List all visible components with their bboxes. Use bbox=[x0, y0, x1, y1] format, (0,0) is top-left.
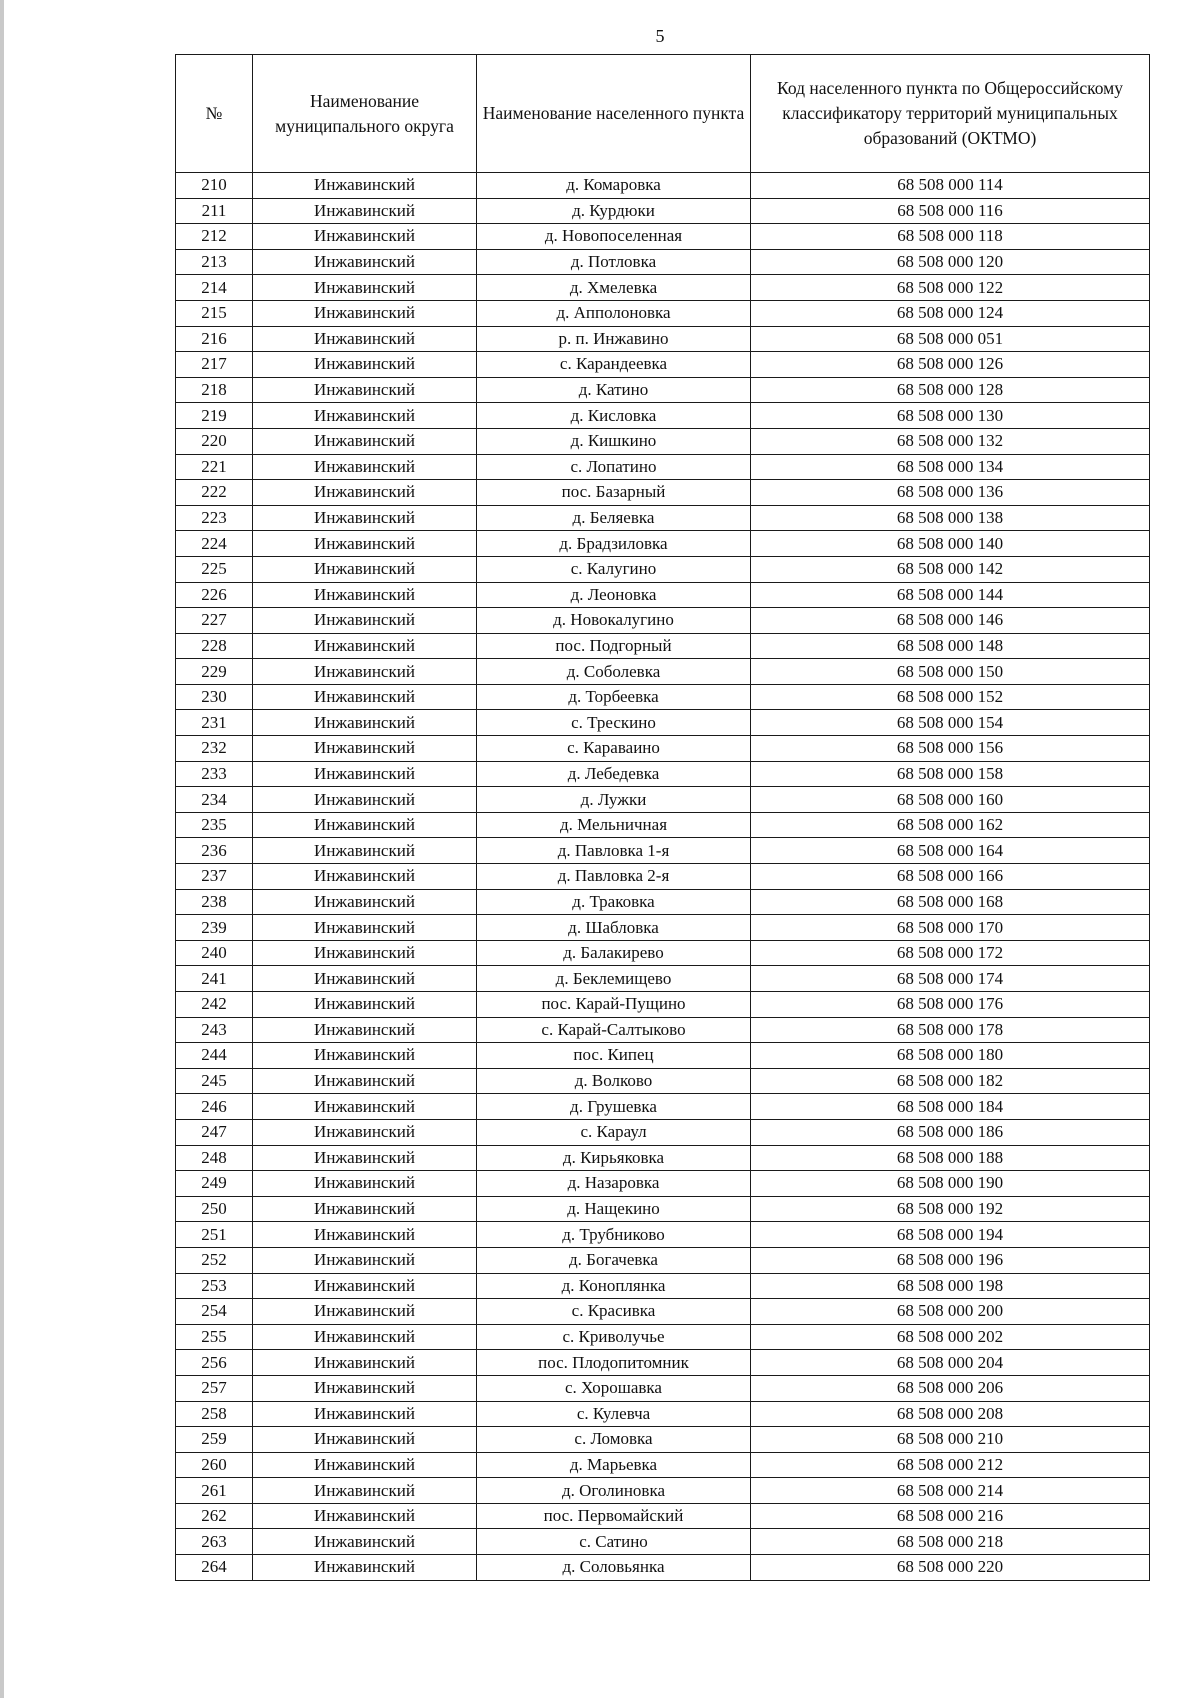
row-number-cell: 235 bbox=[176, 812, 253, 838]
row-number-cell: 214 bbox=[176, 275, 253, 301]
settlement-cell: д. Апполоновка bbox=[477, 300, 751, 326]
oktmo-code-cell: 68 508 000 204 bbox=[751, 1350, 1150, 1376]
row-number-cell: 227 bbox=[176, 608, 253, 634]
row-number-cell: 242 bbox=[176, 992, 253, 1018]
district-cell: Инжавинский bbox=[253, 403, 477, 429]
district-cell: Инжавинский bbox=[253, 1529, 477, 1555]
district-cell: Инжавинский bbox=[253, 1273, 477, 1299]
district-cell: Инжавинский bbox=[253, 736, 477, 762]
table-row bbox=[176, 736, 1150, 762]
oktmo-code-cell: 68 508 000 132 bbox=[751, 428, 1150, 454]
table-row bbox=[176, 352, 1150, 378]
table-row bbox=[176, 224, 1150, 250]
table-row bbox=[176, 582, 1150, 608]
row-number-cell: 213 bbox=[176, 249, 253, 275]
oktmo-code-cell: 68 508 000 212 bbox=[751, 1452, 1150, 1478]
table-row bbox=[176, 428, 1150, 454]
table-row bbox=[176, 710, 1150, 736]
district-cell: Инжавинский bbox=[253, 352, 477, 378]
row-number-cell: 248 bbox=[176, 1145, 253, 1171]
oktmo-code-cell: 68 508 000 162 bbox=[751, 812, 1150, 838]
settlement-cell: с. Сатино bbox=[477, 1529, 751, 1555]
row-number-cell: 224 bbox=[176, 531, 253, 557]
table-row bbox=[176, 1273, 1150, 1299]
row-number-cell: 228 bbox=[176, 633, 253, 659]
table-row bbox=[176, 659, 1150, 685]
district-cell: Инжавинский bbox=[253, 1478, 477, 1504]
table-row bbox=[176, 480, 1150, 506]
oktmo-code-cell: 68 508 000 202 bbox=[751, 1324, 1150, 1350]
row-number-cell: 215 bbox=[176, 300, 253, 326]
district-cell: Инжавинский bbox=[253, 812, 477, 838]
settlement-cell: д. Кирьяковка bbox=[477, 1145, 751, 1171]
table-row bbox=[176, 761, 1150, 787]
district-cell: Инжавинский bbox=[253, 1375, 477, 1401]
oktmo-code-cell: 68 508 000 126 bbox=[751, 352, 1150, 378]
table-row bbox=[176, 377, 1150, 403]
row-number-cell: 230 bbox=[176, 684, 253, 710]
table-row bbox=[176, 1401, 1150, 1427]
settlement-cell: д. Богачевка bbox=[477, 1247, 751, 1273]
table-row bbox=[176, 889, 1150, 915]
settlement-cell: д. Грушевка bbox=[477, 1094, 751, 1120]
row-number-cell: 244 bbox=[176, 1043, 253, 1069]
settlement-cell: д. Волково bbox=[477, 1068, 751, 1094]
row-number-cell: 212 bbox=[176, 224, 253, 250]
oktmo-code-cell: 68 508 000 180 bbox=[751, 1043, 1150, 1069]
settlement-cell: д. Балакирево bbox=[477, 940, 751, 966]
settlement-cell: с. Караул bbox=[477, 1119, 751, 1145]
table-row bbox=[176, 1043, 1150, 1069]
oktmo-code-cell: 68 508 000 118 bbox=[751, 224, 1150, 250]
row-number-cell: 218 bbox=[176, 377, 253, 403]
table-row bbox=[176, 505, 1150, 531]
oktmo-code-cell: 68 508 000 130 bbox=[751, 403, 1150, 429]
row-number-cell: 258 bbox=[176, 1401, 253, 1427]
table-row bbox=[176, 1094, 1150, 1120]
district-cell: Инжавинский bbox=[253, 1299, 477, 1325]
oktmo-code-cell: 68 508 000 140 bbox=[751, 531, 1150, 557]
oktmo-code-cell: 68 508 000 192 bbox=[751, 1196, 1150, 1222]
district-cell: Инжавинский bbox=[253, 992, 477, 1018]
oktmo-code-cell: 68 508 000 122 bbox=[751, 275, 1150, 301]
table-row bbox=[176, 1452, 1150, 1478]
table-row bbox=[176, 1529, 1150, 1555]
district-cell: Инжавинский bbox=[253, 480, 477, 506]
district-cell: Инжавинский bbox=[253, 710, 477, 736]
oktmo-code-cell: 68 508 000 208 bbox=[751, 1401, 1150, 1427]
district-cell: Инжавинский bbox=[253, 531, 477, 557]
settlement-cell: д. Кишкино bbox=[477, 428, 751, 454]
settlement-cell: д. Павловка 2-я bbox=[477, 864, 751, 890]
district-cell: Инжавинский bbox=[253, 608, 477, 634]
settlement-cell: пос. Базарный bbox=[477, 480, 751, 506]
table-row bbox=[176, 300, 1150, 326]
row-number-cell: 211 bbox=[176, 198, 253, 224]
oktmo-code-cell: 68 508 000 124 bbox=[751, 300, 1150, 326]
table-row bbox=[176, 403, 1150, 429]
settlement-cell: д. Лебедевка bbox=[477, 761, 751, 787]
district-cell: Инжавинский bbox=[253, 633, 477, 659]
district-cell: Инжавинский bbox=[253, 1043, 477, 1069]
row-number-cell: 252 bbox=[176, 1247, 253, 1273]
district-cell: Инжавинский bbox=[253, 1145, 477, 1171]
oktmo-code-cell: 68 508 000 182 bbox=[751, 1068, 1150, 1094]
settlement-cell: с. Калугино bbox=[477, 556, 751, 582]
district-cell: Инжавинский bbox=[253, 915, 477, 941]
district-cell: Инжавинский bbox=[253, 684, 477, 710]
settlement-cell: д. Торбеевка bbox=[477, 684, 751, 710]
row-number-cell: 229 bbox=[176, 659, 253, 685]
row-number-cell: 223 bbox=[176, 505, 253, 531]
row-number-cell: 245 bbox=[176, 1068, 253, 1094]
oktmo-code-cell: 68 508 000 051 bbox=[751, 326, 1150, 352]
oktmo-code-cell: 68 508 000 148 bbox=[751, 633, 1150, 659]
row-number-cell: 247 bbox=[176, 1119, 253, 1145]
table-row bbox=[176, 1017, 1150, 1043]
row-number-cell: 219 bbox=[176, 403, 253, 429]
district-cell: Инжавинский bbox=[253, 582, 477, 608]
oktmo-code-cell: 68 508 000 186 bbox=[751, 1119, 1150, 1145]
settlement-cell: д. Соболевка bbox=[477, 659, 751, 685]
settlement-cell: с. Красивка bbox=[477, 1299, 751, 1325]
row-number-cell: 234 bbox=[176, 787, 253, 813]
district-cell: Инжавинский bbox=[253, 940, 477, 966]
oktmo-code-cell: 68 508 000 166 bbox=[751, 864, 1150, 890]
row-number-cell: 210 bbox=[176, 173, 253, 199]
district-cell: Инжавинский bbox=[253, 838, 477, 864]
table-row bbox=[176, 940, 1150, 966]
settlement-cell: д. Шабловка bbox=[477, 915, 751, 941]
table-row bbox=[176, 198, 1150, 224]
oktmo-code-cell: 68 508 000 174 bbox=[751, 966, 1150, 992]
oktmo-code-cell: 68 508 000 194 bbox=[751, 1222, 1150, 1248]
district-cell: Инжавинский bbox=[253, 761, 477, 787]
settlement-cell: д. Кисловка bbox=[477, 403, 751, 429]
table-header-row bbox=[176, 55, 1150, 173]
settlement-cell: с. Кулевча bbox=[477, 1401, 751, 1427]
oktmo-code-cell: 68 508 000 172 bbox=[751, 940, 1150, 966]
row-number-cell: 216 bbox=[176, 326, 253, 352]
settlement-cell: пос. Первомайский bbox=[477, 1503, 751, 1529]
settlement-cell: с. Карай-Салтыково bbox=[477, 1017, 751, 1043]
row-number-cell: 241 bbox=[176, 966, 253, 992]
table-row bbox=[176, 684, 1150, 710]
settlement-cell: д. Комаровка bbox=[477, 173, 751, 199]
table-row bbox=[176, 249, 1150, 275]
oktmo-code-cell: 68 508 000 218 bbox=[751, 1529, 1150, 1555]
district-cell: Инжавинский bbox=[253, 377, 477, 403]
table-row bbox=[176, 1324, 1150, 1350]
settlement-cell: д. Мельничная bbox=[477, 812, 751, 838]
table-row bbox=[176, 838, 1150, 864]
district-cell: Инжавинский bbox=[253, 787, 477, 813]
district-cell: Инжавинский bbox=[253, 1017, 477, 1043]
settlement-cell: д. Новокалугино bbox=[477, 608, 751, 634]
oktmo-code-cell: 68 508 000 170 bbox=[751, 915, 1150, 941]
oktmo-code-cell: 68 508 000 152 bbox=[751, 684, 1150, 710]
row-number-cell: 257 bbox=[176, 1375, 253, 1401]
settlement-cell: пос. Карай-Пущино bbox=[477, 992, 751, 1018]
settlement-cell: д. Леоновка bbox=[477, 582, 751, 608]
oktmo-code-cell: 68 508 000 206 bbox=[751, 1375, 1150, 1401]
settlement-cell: с. Ломовка bbox=[477, 1427, 751, 1453]
header-oktmo-code: Код населенного пункта по Общероссийскому классификатору территорий муниципальных образований (ОКТМО) bbox=[751, 55, 1150, 173]
row-number-cell: 225 bbox=[176, 556, 253, 582]
district-cell: Инжавинский bbox=[253, 889, 477, 915]
table-row bbox=[176, 1478, 1150, 1504]
table-row bbox=[176, 1171, 1150, 1197]
district-cell: Инжавинский bbox=[253, 1196, 477, 1222]
oktmo-code-cell: 68 508 000 176 bbox=[751, 992, 1150, 1018]
settlement-cell: д. Хмелевка bbox=[477, 275, 751, 301]
table-row bbox=[176, 915, 1150, 941]
settlement-cell: д. Нащекино bbox=[477, 1196, 751, 1222]
settlement-cell: д. Трубниково bbox=[477, 1222, 751, 1248]
table-row bbox=[176, 812, 1150, 838]
header-settlement: Наименование населенного пункта bbox=[477, 55, 751, 173]
settlement-cell: д. Курдюки bbox=[477, 198, 751, 224]
settlement-cell: д. Брадзиловка bbox=[477, 531, 751, 557]
district-cell: Инжавинский bbox=[253, 454, 477, 480]
row-number-cell: 262 bbox=[176, 1503, 253, 1529]
row-number-cell: 233 bbox=[176, 761, 253, 787]
table-row bbox=[176, 531, 1150, 557]
settlements-table bbox=[175, 54, 1150, 1581]
oktmo-code-cell: 68 508 000 164 bbox=[751, 838, 1150, 864]
oktmo-code-cell: 68 508 000 184 bbox=[751, 1094, 1150, 1120]
row-number-cell: 232 bbox=[176, 736, 253, 762]
settlement-cell: пос. Плодопитомник bbox=[477, 1350, 751, 1376]
settlement-cell: д. Павловка 1-я bbox=[477, 838, 751, 864]
settlement-cell: пос. Кипец bbox=[477, 1043, 751, 1069]
oktmo-code-cell: 68 508 000 116 bbox=[751, 198, 1150, 224]
settlement-cell: с. Криволучье bbox=[477, 1324, 751, 1350]
district-cell: Инжавинский bbox=[253, 864, 477, 890]
settlement-cell: д. Оголиновка bbox=[477, 1478, 751, 1504]
district-cell: Инжавинский bbox=[253, 966, 477, 992]
row-number-cell: 254 bbox=[176, 1299, 253, 1325]
table-row bbox=[176, 454, 1150, 480]
table-row bbox=[176, 1350, 1150, 1376]
district-cell: Инжавинский bbox=[253, 198, 477, 224]
row-number-cell: 222 bbox=[176, 480, 253, 506]
oktmo-code-cell: 68 508 000 160 bbox=[751, 787, 1150, 813]
table-row bbox=[176, 1299, 1150, 1325]
row-number-cell: 249 bbox=[176, 1171, 253, 1197]
oktmo-code-cell: 68 508 000 210 bbox=[751, 1427, 1150, 1453]
district-cell: Инжавинский bbox=[253, 326, 477, 352]
settlement-cell: д. Катино bbox=[477, 377, 751, 403]
oktmo-code-cell: 68 508 000 134 bbox=[751, 454, 1150, 480]
row-number-cell: 251 bbox=[176, 1222, 253, 1248]
district-cell: Инжавинский bbox=[253, 1119, 477, 1145]
table-row bbox=[176, 633, 1150, 659]
row-number-cell: 260 bbox=[176, 1452, 253, 1478]
table-row bbox=[176, 275, 1150, 301]
oktmo-code-cell: 68 508 000 128 bbox=[751, 377, 1150, 403]
settlement-cell: д. Новопоселенная bbox=[477, 224, 751, 250]
table-row bbox=[176, 1503, 1150, 1529]
district-cell: Инжавинский bbox=[253, 428, 477, 454]
oktmo-code-cell: 68 508 000 138 bbox=[751, 505, 1150, 531]
settlement-cell: д. Беклемищево bbox=[477, 966, 751, 992]
district-cell: Инжавинский bbox=[253, 556, 477, 582]
table-body bbox=[176, 173, 1150, 1581]
oktmo-code-cell: 68 508 000 178 bbox=[751, 1017, 1150, 1043]
district-cell: Инжавинский bbox=[253, 1094, 477, 1120]
settlement-cell: с. Хорошавка bbox=[477, 1375, 751, 1401]
oktmo-code-cell: 68 508 000 220 bbox=[751, 1555, 1150, 1581]
oktmo-code-cell: 68 508 000 154 bbox=[751, 710, 1150, 736]
row-number-cell: 259 bbox=[176, 1427, 253, 1453]
settlement-cell: д. Потловка bbox=[477, 249, 751, 275]
settlement-cell: д. Назаровка bbox=[477, 1171, 751, 1197]
table-row bbox=[176, 1196, 1150, 1222]
settlement-cell: с. Трескино bbox=[477, 710, 751, 736]
district-cell: Инжавинский bbox=[253, 1171, 477, 1197]
row-number-cell: 246 bbox=[176, 1094, 253, 1120]
district-cell: Инжавинский bbox=[253, 300, 477, 326]
row-number-cell: 264 bbox=[176, 1555, 253, 1581]
oktmo-code-cell: 68 508 000 158 bbox=[751, 761, 1150, 787]
row-number-cell: 240 bbox=[176, 940, 253, 966]
district-cell: Инжавинский bbox=[253, 1222, 477, 1248]
district-cell: Инжавинский bbox=[253, 659, 477, 685]
table-row bbox=[176, 787, 1150, 813]
table-row bbox=[176, 326, 1150, 352]
district-cell: Инжавинский bbox=[253, 1350, 477, 1376]
district-cell: Инжавинский bbox=[253, 1324, 477, 1350]
page-number: 5 bbox=[655, 26, 665, 46]
row-number-cell: 261 bbox=[176, 1478, 253, 1504]
table-row bbox=[176, 992, 1150, 1018]
row-number-cell: 239 bbox=[176, 915, 253, 941]
oktmo-code-cell: 68 508 000 146 bbox=[751, 608, 1150, 634]
row-number-cell: 237 bbox=[176, 864, 253, 890]
oktmo-code-cell: 68 508 000 150 bbox=[751, 659, 1150, 685]
district-cell: Инжавинский bbox=[253, 1068, 477, 1094]
table-row bbox=[176, 1427, 1150, 1453]
oktmo-code-cell: 68 508 000 198 bbox=[751, 1273, 1150, 1299]
oktmo-code-cell: 68 508 000 114 bbox=[751, 173, 1150, 199]
settlement-cell: д. Марьевка bbox=[477, 1452, 751, 1478]
row-number-cell: 221 bbox=[176, 454, 253, 480]
oktmo-code-cell: 68 508 000 196 bbox=[751, 1247, 1150, 1273]
district-cell: Инжавинский bbox=[253, 173, 477, 199]
settlement-cell: д. Траковка bbox=[477, 889, 751, 915]
row-number-cell: 253 bbox=[176, 1273, 253, 1299]
district-cell: Инжавинский bbox=[253, 275, 477, 301]
settlement-cell: р. п. Инжавино bbox=[477, 326, 751, 352]
district-cell: Инжавинский bbox=[253, 249, 477, 275]
settlement-cell: с. Лопатино bbox=[477, 454, 751, 480]
oktmo-code-cell: 68 508 000 216 bbox=[751, 1503, 1150, 1529]
district-cell: Инжавинский bbox=[253, 1401, 477, 1427]
table-row bbox=[176, 556, 1150, 582]
settlement-cell: с. Карандеевка bbox=[477, 352, 751, 378]
oktmo-code-cell: 68 508 000 168 bbox=[751, 889, 1150, 915]
row-number-cell: 263 bbox=[176, 1529, 253, 1555]
header-number: № bbox=[176, 55, 253, 173]
table-row bbox=[176, 1145, 1150, 1171]
row-number-cell: 226 bbox=[176, 582, 253, 608]
row-number-cell: 256 bbox=[176, 1350, 253, 1376]
row-number-cell: 217 bbox=[176, 352, 253, 378]
district-cell: Инжавинский bbox=[253, 1452, 477, 1478]
table-row bbox=[176, 1068, 1150, 1094]
scan-edge-shadow bbox=[0, 0, 4, 1698]
table-row bbox=[176, 864, 1150, 890]
district-cell: Инжавинский bbox=[253, 1247, 477, 1273]
settlement-cell: д. Лужки bbox=[477, 787, 751, 813]
oktmo-code-cell: 68 508 000 190 bbox=[751, 1171, 1150, 1197]
oktmo-code-cell: 68 508 000 214 bbox=[751, 1478, 1150, 1504]
table-row bbox=[176, 1222, 1150, 1248]
row-number-cell: 243 bbox=[176, 1017, 253, 1043]
district-cell: Инжавинский bbox=[253, 224, 477, 250]
header-district: Наименование муниципального округа bbox=[253, 55, 477, 173]
settlement-cell: пос. Подгорный bbox=[477, 633, 751, 659]
district-cell: Инжавинский bbox=[253, 1555, 477, 1581]
district-cell: Инжавинский bbox=[253, 1503, 477, 1529]
row-number-cell: 231 bbox=[176, 710, 253, 736]
table-row bbox=[176, 966, 1150, 992]
row-number-cell: 220 bbox=[176, 428, 253, 454]
district-cell: Инжавинский bbox=[253, 1427, 477, 1453]
row-number-cell: 250 bbox=[176, 1196, 253, 1222]
oktmo-code-cell: 68 508 000 142 bbox=[751, 556, 1150, 582]
settlement-cell: д. Коноплянка bbox=[477, 1273, 751, 1299]
table-row bbox=[176, 1119, 1150, 1145]
row-number-cell: 236 bbox=[176, 838, 253, 864]
table-row bbox=[176, 1375, 1150, 1401]
row-number-cell: 255 bbox=[176, 1324, 253, 1350]
settlement-cell: с. Караваино bbox=[477, 736, 751, 762]
settlement-cell: д. Беляевка bbox=[477, 505, 751, 531]
oktmo-code-cell: 68 508 000 188 bbox=[751, 1145, 1150, 1171]
oktmo-code-cell: 68 508 000 144 bbox=[751, 582, 1150, 608]
table-row bbox=[176, 173, 1150, 199]
settlement-cell: д. Соловьянка bbox=[477, 1555, 751, 1581]
oktmo-code-cell: 68 508 000 120 bbox=[751, 249, 1150, 275]
table-row bbox=[176, 1247, 1150, 1273]
oktmo-code-cell: 68 508 000 136 bbox=[751, 480, 1150, 506]
row-number-cell: 238 bbox=[176, 889, 253, 915]
oktmo-code-cell: 68 508 000 156 bbox=[751, 736, 1150, 762]
oktmo-code-cell: 68 508 000 200 bbox=[751, 1299, 1150, 1325]
district-cell: Инжавинский bbox=[253, 505, 477, 531]
table-row bbox=[176, 608, 1150, 634]
table-row bbox=[176, 1555, 1150, 1581]
